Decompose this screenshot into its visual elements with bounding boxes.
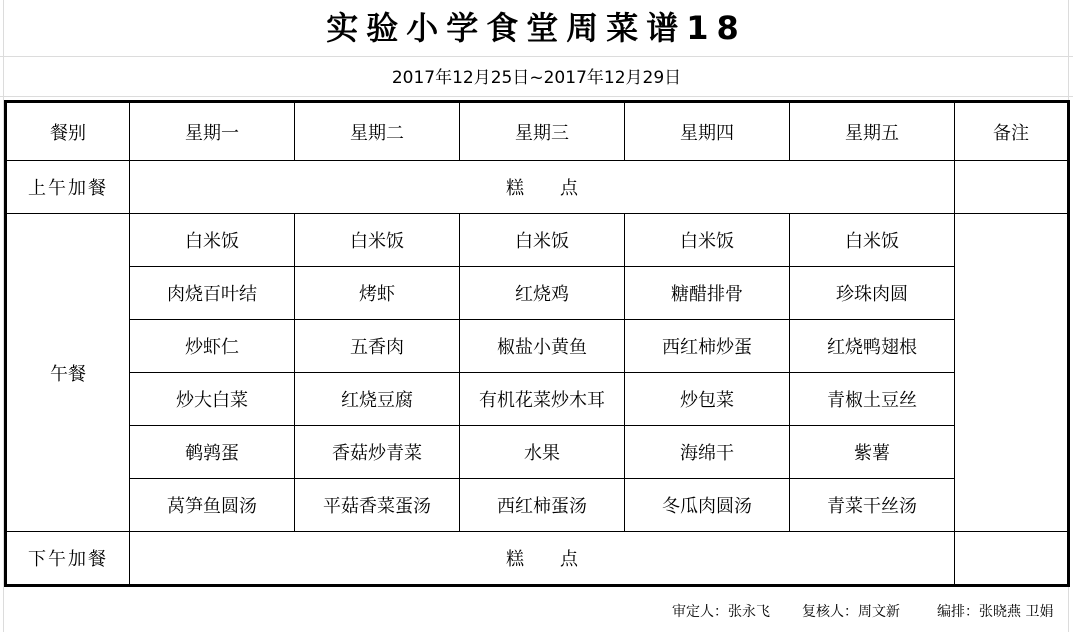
lunch-row [6,479,1069,532]
dish-cell: 炒包菜 [625,373,790,426]
remarks-cell [955,161,1069,214]
approver-text: 审定人：张永飞 [672,604,770,620]
header-tuesday: 星期二 [295,102,460,161]
dish-cell: 肉烧百叶结 [130,267,295,320]
dish-cell: 红烧鸡 [460,267,625,320]
morning-snack-content: 糕 点 [130,161,955,214]
header-row [6,102,1069,161]
reviewer-text: 复核人：周文新 [802,604,900,620]
dish-cell: 紫薯 [790,426,955,479]
dish-cell: 白米饭 [295,214,460,267]
remarks-cell [955,532,1069,586]
lunch-row [6,214,1069,267]
dish-cell: 有机花菜炒木耳 [460,373,625,426]
dish-cell: 鹌鹑蛋 [130,426,295,479]
dish-cell: 白米饭 [790,214,955,267]
header-remarks: 备注 [955,102,1069,161]
dish-cell: 青菜干丝汤 [790,479,955,532]
lunch-row [6,267,1069,320]
header-thursday: 星期四 [625,102,790,161]
dish-cell: 红烧鸭翅根 [790,320,955,373]
dish-cell: 莴笋鱼圆汤 [130,479,295,532]
remarks-cell [955,214,1069,532]
dish-cell: 海绵干 [625,426,790,479]
afternoon-snack-label: 下午加餐 [6,532,130,586]
dish-cell: 椒盐小黄鱼 [460,320,625,373]
morning-snack-label: 上午加餐 [6,161,130,214]
editor-text: 编排：张晓燕 卫娟 [937,604,1054,620]
lunch-row [6,373,1069,426]
dish-cell: 冬瓜肉圆汤 [625,479,790,532]
dish-cell: 珍珠肉圆 [790,267,955,320]
header-monday: 星期一 [130,102,295,161]
dish-cell: 烤虾 [295,267,460,320]
dish-cell: 糖醋排骨 [625,267,790,320]
dish-cell: 水果 [460,426,625,479]
page-title: 实验小学食堂周菜谱18 [326,9,747,47]
dish-cell: 平菇香菜蛋汤 [295,479,460,532]
menu-table [4,100,1070,587]
dish-cell: 五香肉 [295,320,460,373]
dish-cell: 白米饭 [130,214,295,267]
dish-cell: 西红柿蛋汤 [460,479,625,532]
dish-cell: 香菇炒青菜 [295,426,460,479]
lunch-row [6,426,1069,479]
dish-cell: 白米饭 [625,214,790,267]
afternoon-snack-row [6,532,1069,586]
dish-cell: 白米饭 [460,214,625,267]
header-meal: 餐别 [6,102,130,161]
dish-cell: 炒大白菜 [130,373,295,426]
dish-cell: 红烧豆腐 [295,373,460,426]
dish-cell: 炒虾仁 [130,320,295,373]
morning-snack-row [6,161,1069,214]
gridline [0,96,1073,97]
header-wednesday: 星期三 [460,102,625,161]
lunch-label: 午餐 [6,214,130,532]
dish-cell: 青椒土豆丝 [790,373,955,426]
gridline [0,56,1073,57]
header-friday: 星期五 [790,102,955,161]
afternoon-snack-content: 糕 点 [130,532,955,586]
dish-cell: 西红柿炒蛋 [625,320,790,373]
signature-footer [0,600,1073,624]
lunch-row [6,320,1069,373]
date-range: 2017年12月25日~2017年12月29日 [391,68,682,88]
